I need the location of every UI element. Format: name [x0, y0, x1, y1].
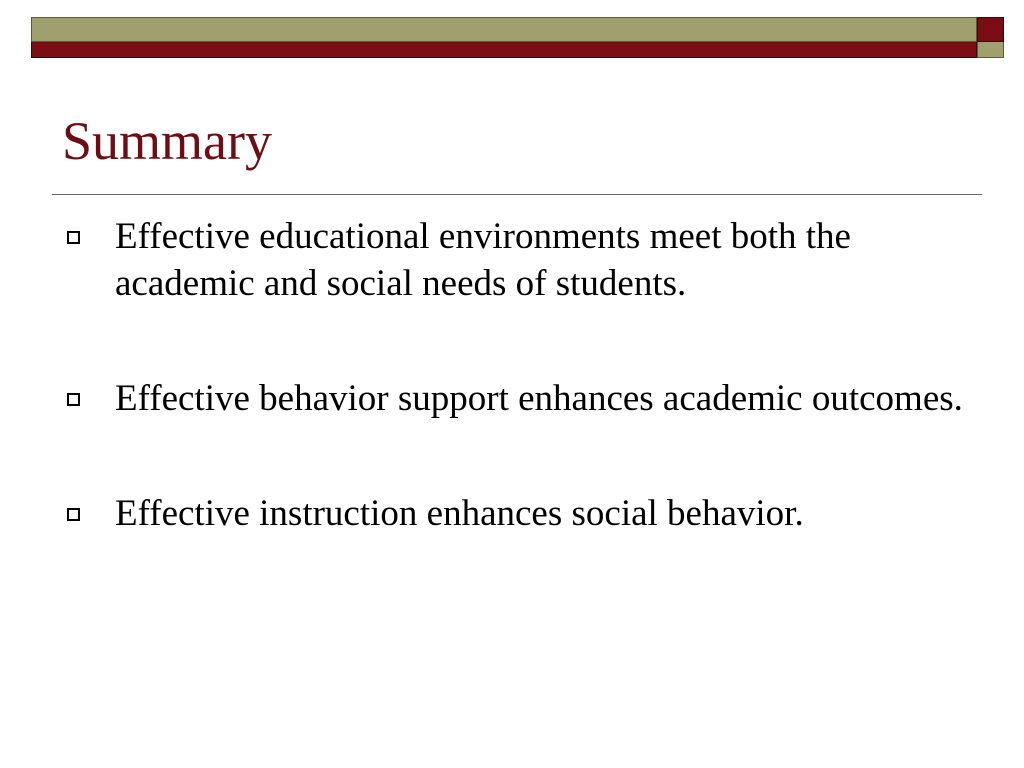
bullet-text: Effective behavior support enhances academic outcomes. [115, 378, 963, 419]
bullet-text: Effective instruction enhances social behavior. [115, 493, 804, 534]
bullet-item [62, 213, 982, 307]
hollow-square-icon [67, 231, 80, 244]
bullet-list [62, 213, 982, 537]
bullet-text: Effective educational environments meet both the academic and social needs of students. [115, 216, 851, 304]
header-bar-maroon [31, 42, 977, 58]
hollow-square-icon [67, 508, 80, 521]
bullet-item [62, 490, 982, 537]
slide-title: Summary [62, 111, 272, 171]
header-corner-maroon [977, 17, 1004, 42]
bullet-item [62, 375, 982, 422]
hollow-square-icon [67, 393, 80, 406]
header-bar-olive [31, 17, 977, 42]
title-divider [52, 194, 982, 195]
header-corner-olive [977, 42, 1004, 58]
